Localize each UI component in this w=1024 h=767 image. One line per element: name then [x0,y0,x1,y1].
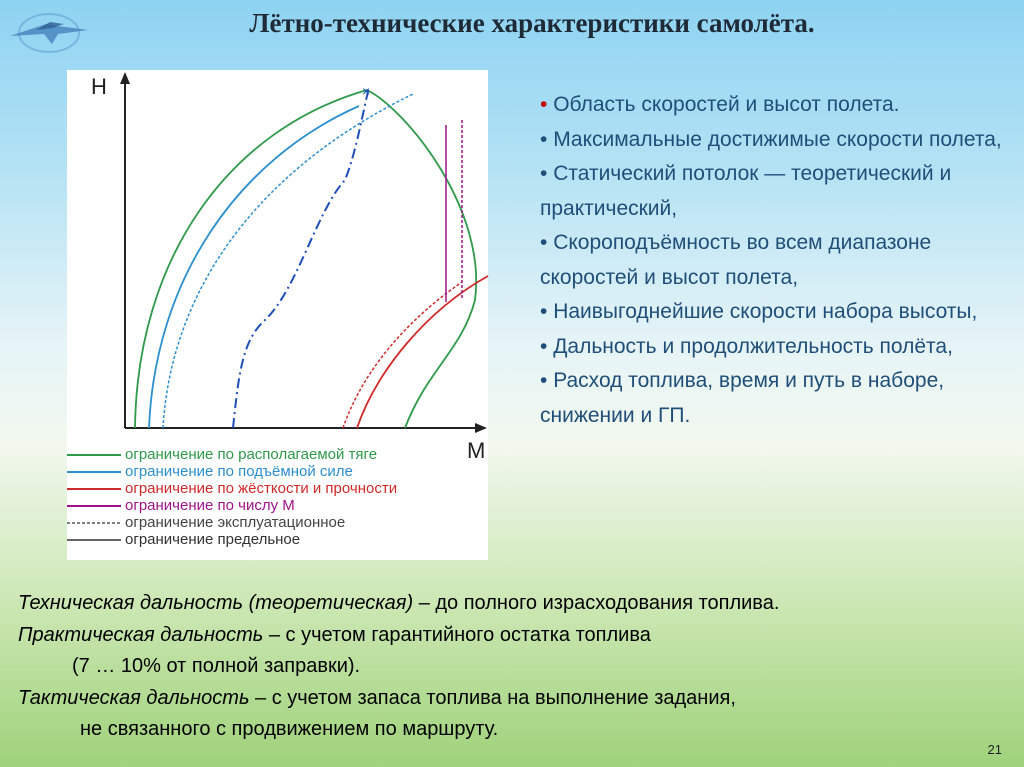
lift-operational-curve [163,94,413,428]
reserve-note: (7 … 10% от полной заправки). [72,655,361,677]
legend-label: ограничение по жёсткости и прочности [125,480,398,497]
list-item: • Скороподъёмность во всем диапазоне скоростей и высот полета, [540,231,932,289]
strength-operational-curve [343,282,462,428]
list-item: • Максимальные достижимые скорости полета, [540,127,1002,151]
y-axis-arrow-icon [120,72,130,84]
strength-limit-curve [357,276,488,428]
legend-swatch [67,446,123,463]
x-axis-arrow-icon [475,423,487,433]
legend-item-operational [67,514,488,531]
x-axis-label: M [467,438,486,463]
list-item: • Наивыгоднейшие скорости набора высоты, [540,300,978,323]
legend-item-ultimate [67,531,488,548]
bullet-icon: • [540,231,554,254]
bullet-icon: • [540,334,554,358]
legend-swatch [67,514,123,531]
legend-label: ограничение по располагаемой тяге [125,446,378,463]
legend-label: ограничение по подъёмной силе [125,463,353,480]
bullet-icon: • [540,300,554,323]
legend-item-lift [67,463,488,480]
legend-label: ограничение предельное [125,531,301,548]
list-item: • Область скоростей и высот полета. [540,93,900,116]
ceiling-marker: × [362,83,371,99]
characteristics-list [540,88,1010,433]
legend-swatch [67,531,123,548]
technical-range-line: Техническая дальность (теоретическая) – до полного израсходования топлива. [18,592,780,614]
legend-item-mach [67,497,488,514]
legend-swatch [67,463,123,480]
bullet-icon: • [540,162,554,185]
flight-envelope-diagram [67,70,488,560]
tactical-range-line: Тактическая дальность – с учетом запаса топлива на выполнение задания, [18,686,736,709]
legend-swatch [67,480,123,497]
legend-swatch [67,497,123,514]
legend-label: ограничение эксплуатационное [125,514,346,531]
tactical-range-note: не связанного с продвижением по маршруту. [80,718,499,740]
legend-item-strength [67,480,488,497]
bullet-icon: • [540,369,554,392]
page-number: 21 [987,742,1002,757]
bullet-icon: • [540,127,554,151]
slide-title: Лётно-технические характеристики самолёта. [249,8,815,38]
list-item: • Расход топлива, время и путь в наборе, снижении и ГП. [540,369,945,427]
diagram-legend [67,446,488,548]
legend-label: ограничение по числу M [125,497,295,514]
legend-item-thrust [67,446,488,463]
practical-range-line: Практическая дальность – с учетом гарантийного остатка топлива [18,623,651,646]
list-item: • Дальность и продолжительность полёта, [540,334,953,358]
list-item: • Статический потолок — теоретический и практический, [540,162,952,220]
range-definitions [18,588,1008,746]
bullet-icon: • [540,93,554,116]
thrust-limit-curve [135,90,476,428]
lift-limit-curve [149,106,359,428]
y-axis-label: H [91,74,107,99]
